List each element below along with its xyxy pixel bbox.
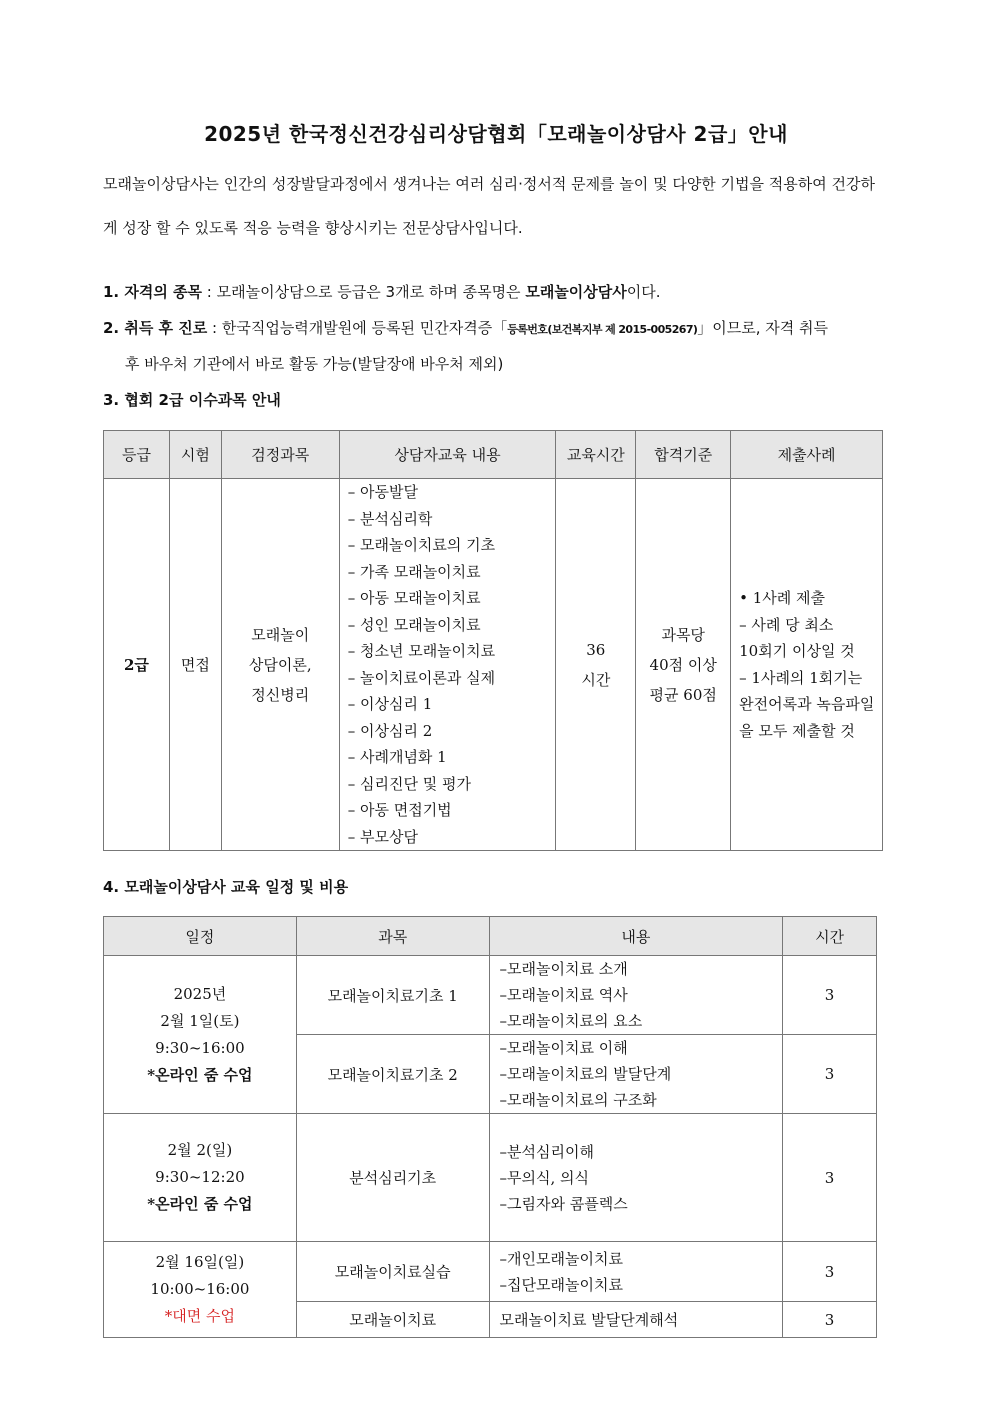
list-item: – 청소년 모래놀이치료 bbox=[348, 638, 556, 665]
course-cell: 모래놀이치료기초 1 bbox=[296, 956, 489, 1035]
section-1 bbox=[103, 281, 661, 302]
course-cell: 모래놀이치료기초 2 bbox=[296, 1035, 489, 1114]
submission-line: 을 모두 제출할 것 bbox=[739, 721, 855, 740]
table-row bbox=[104, 956, 877, 1035]
list-item: – 이상심리 1 bbox=[348, 691, 556, 718]
section-1-text-a: : 모래놀이상담으로 등급은 3개로 하며 종목명은 bbox=[202, 283, 526, 301]
exam-cell: 면접 bbox=[169, 479, 221, 851]
list-item: – 아동발달 bbox=[348, 479, 556, 506]
class-mode: *온라인 줌 수업 bbox=[147, 1065, 253, 1084]
list-item: – 모래놀이치료의 구조화 bbox=[500, 1087, 783, 1113]
date-line: 9:30~16:00 bbox=[155, 1038, 245, 1057]
list-item: – 아동 모래놀이치료 bbox=[348, 585, 556, 612]
subject-line: 상담이론, bbox=[248, 655, 312, 674]
list-item: – 모래놀이치료의 요소 bbox=[500, 1008, 783, 1034]
header-grade: 등급 bbox=[104, 431, 170, 479]
subject-cell bbox=[221, 479, 339, 851]
class-mode: *온라인 줌 수업 bbox=[147, 1195, 253, 1213]
list-item: – 심리진단 및 평가 bbox=[348, 771, 556, 798]
section-1-label: 1. 자격의 종목 bbox=[103, 283, 203, 301]
section-2-text-a: : 한국직업능력개발원에 등록된 민간자격증「 bbox=[207, 319, 508, 337]
list-item: – 성인 모래놀이치료 bbox=[348, 612, 556, 639]
list-item: – 무의식, 의식 bbox=[500, 1165, 783, 1191]
course-cell: 모래놀이치료실습 bbox=[296, 1242, 489, 1302]
time-cell: 3 bbox=[783, 1114, 877, 1242]
section-2-label: 2. 취득 후 진로 bbox=[103, 319, 208, 337]
course-cell: 분석심리기초 bbox=[296, 1114, 489, 1242]
criteria-line: 평균 60점 bbox=[649, 685, 717, 704]
list-item: 모래놀이치료 발달단계해석 bbox=[499, 1310, 679, 1329]
header-schedule: 일정 bbox=[104, 917, 297, 956]
section-4-heading: 4. 모래놀이상담사 교육 일정 및 비용 bbox=[103, 878, 349, 896]
list-item: – 모래놀이치료의 발달단계 bbox=[500, 1061, 783, 1087]
list-item: – 그림자와 콤플렉스 bbox=[500, 1191, 783, 1217]
table-header-row bbox=[104, 917, 877, 956]
table-row bbox=[104, 1242, 877, 1302]
table-row bbox=[104, 479, 883, 851]
section-2-text-c: 후 바우처 기관에서 바로 활동 가능(발달장애 바우처 제외) bbox=[125, 355, 504, 373]
subject-line: 정신병리 bbox=[251, 685, 310, 704]
date-line: 2월 1일(토) bbox=[160, 1011, 240, 1030]
hours-cell bbox=[556, 479, 636, 851]
time-cell: 3 bbox=[783, 956, 877, 1035]
list-item: – 사례개념화 1 bbox=[348, 744, 556, 771]
criteria-cell bbox=[636, 479, 731, 851]
content-cell bbox=[489, 1302, 783, 1338]
submission-line: – 1사례의 1회기는 bbox=[739, 668, 863, 687]
list-item: – 이상심리 2 bbox=[348, 718, 556, 745]
submission-cell bbox=[731, 479, 883, 851]
header-course: 과목 bbox=[296, 917, 489, 956]
date-line: 2월 2(일) bbox=[167, 1141, 233, 1159]
content-cell bbox=[489, 1242, 783, 1302]
section-3-heading: 3. 협회 2급 이수과목 안내 bbox=[103, 391, 281, 409]
schedule-date-cell bbox=[104, 1242, 297, 1338]
header-submission: 제출사례 bbox=[731, 431, 883, 479]
section-1-text-b: 이다. bbox=[626, 283, 661, 301]
grade-cell: 2급 bbox=[104, 479, 170, 851]
time-cell: 3 bbox=[783, 1242, 877, 1302]
hours-line: 36 bbox=[586, 640, 606, 659]
curriculum-table bbox=[103, 430, 883, 851]
section-1-highlight: 모래놀이상담사 bbox=[525, 283, 627, 301]
page-title: 2025년 한국정신건강심리상담협회「모래놀이상담사 2급」안내 bbox=[204, 122, 788, 146]
registration-number: 등록번호(보건복지부 제 2015-005267) bbox=[507, 323, 698, 336]
section-2 bbox=[103, 311, 893, 381]
time-cell: 3 bbox=[783, 1302, 877, 1338]
date-line: 10:00~16:00 bbox=[150, 1280, 250, 1298]
hours-line: 시간 bbox=[581, 670, 611, 689]
submission-line: – 사례 당 최소 bbox=[739, 615, 834, 634]
date-line: 9:30~12:20 bbox=[155, 1168, 245, 1186]
table-row bbox=[104, 1114, 877, 1242]
date-line: 2월 16일(일) bbox=[155, 1253, 245, 1271]
header-contents: 상담자교육 내용 bbox=[339, 431, 556, 479]
list-item: – 모래놀이치료 이해 bbox=[500, 1035, 783, 1061]
submission-bullet: • 1사례 제출 bbox=[739, 585, 882, 612]
content-cell bbox=[489, 956, 783, 1035]
schedule-table bbox=[103, 916, 877, 1338]
content-cell bbox=[489, 1035, 783, 1114]
header-content: 내용 bbox=[489, 917, 783, 956]
list-item: – 개인모래놀이치료 bbox=[500, 1246, 783, 1272]
section-2-text-b: 」이므로, 자격 취득 bbox=[697, 319, 829, 337]
list-item: – 가족 모래놀이치료 bbox=[348, 559, 556, 586]
class-mode: *대면 수업 bbox=[164, 1307, 236, 1325]
schedule-date-cell bbox=[104, 956, 297, 1114]
list-item: – 부모상담 bbox=[348, 824, 556, 851]
course-cell: 모래놀이치료 bbox=[296, 1302, 489, 1338]
list-item: – 모래놀이치료의 기초 bbox=[348, 532, 556, 559]
table-header-row bbox=[104, 431, 883, 479]
list-item: – 분석심리이해 bbox=[500, 1139, 783, 1165]
criteria-line: 40점 이상 bbox=[649, 655, 717, 674]
intro-paragraph: 모래놀이상담사는 인간의 성장발달과정에서 생겨나는 여러 심리·정서적 문제를 놀이 및 다양한 기법을 적용하여 건강하게 성장 할 수 있도록 적응 능력을 향상시키는 전문상담사입니다. bbox=[103, 175, 875, 237]
header-hours: 교육시간 bbox=[556, 431, 636, 479]
list-item: – 모래놀이치료 역사 bbox=[500, 982, 783, 1008]
header-criteria: 합격기준 bbox=[636, 431, 731, 479]
submission-line: 완전어록과 녹음파일 bbox=[739, 695, 875, 713]
list-item: – 분석심리학 bbox=[348, 506, 556, 533]
contents-cell bbox=[339, 479, 556, 851]
submission-line: 10회기 이상일 것 bbox=[739, 642, 855, 660]
list-item: – 아동 면접기법 bbox=[348, 797, 556, 824]
list-item: – 모래놀이치료 소개 bbox=[500, 956, 783, 982]
list-item: – 집단모래놀이치료 bbox=[500, 1272, 783, 1298]
content-cell bbox=[489, 1114, 783, 1242]
list-item: – 놀이치료이론과 실제 bbox=[348, 665, 556, 692]
schedule-date-cell bbox=[104, 1114, 297, 1242]
time-cell: 3 bbox=[783, 1035, 877, 1114]
date-line: 2025년 bbox=[173, 984, 227, 1003]
criteria-line: 과목당 bbox=[661, 625, 705, 644]
header-exam: 시험 bbox=[169, 431, 221, 479]
header-time: 시간 bbox=[783, 917, 877, 956]
header-subject: 검정과목 bbox=[221, 431, 339, 479]
subject-line: 모래놀이 bbox=[251, 625, 310, 644]
